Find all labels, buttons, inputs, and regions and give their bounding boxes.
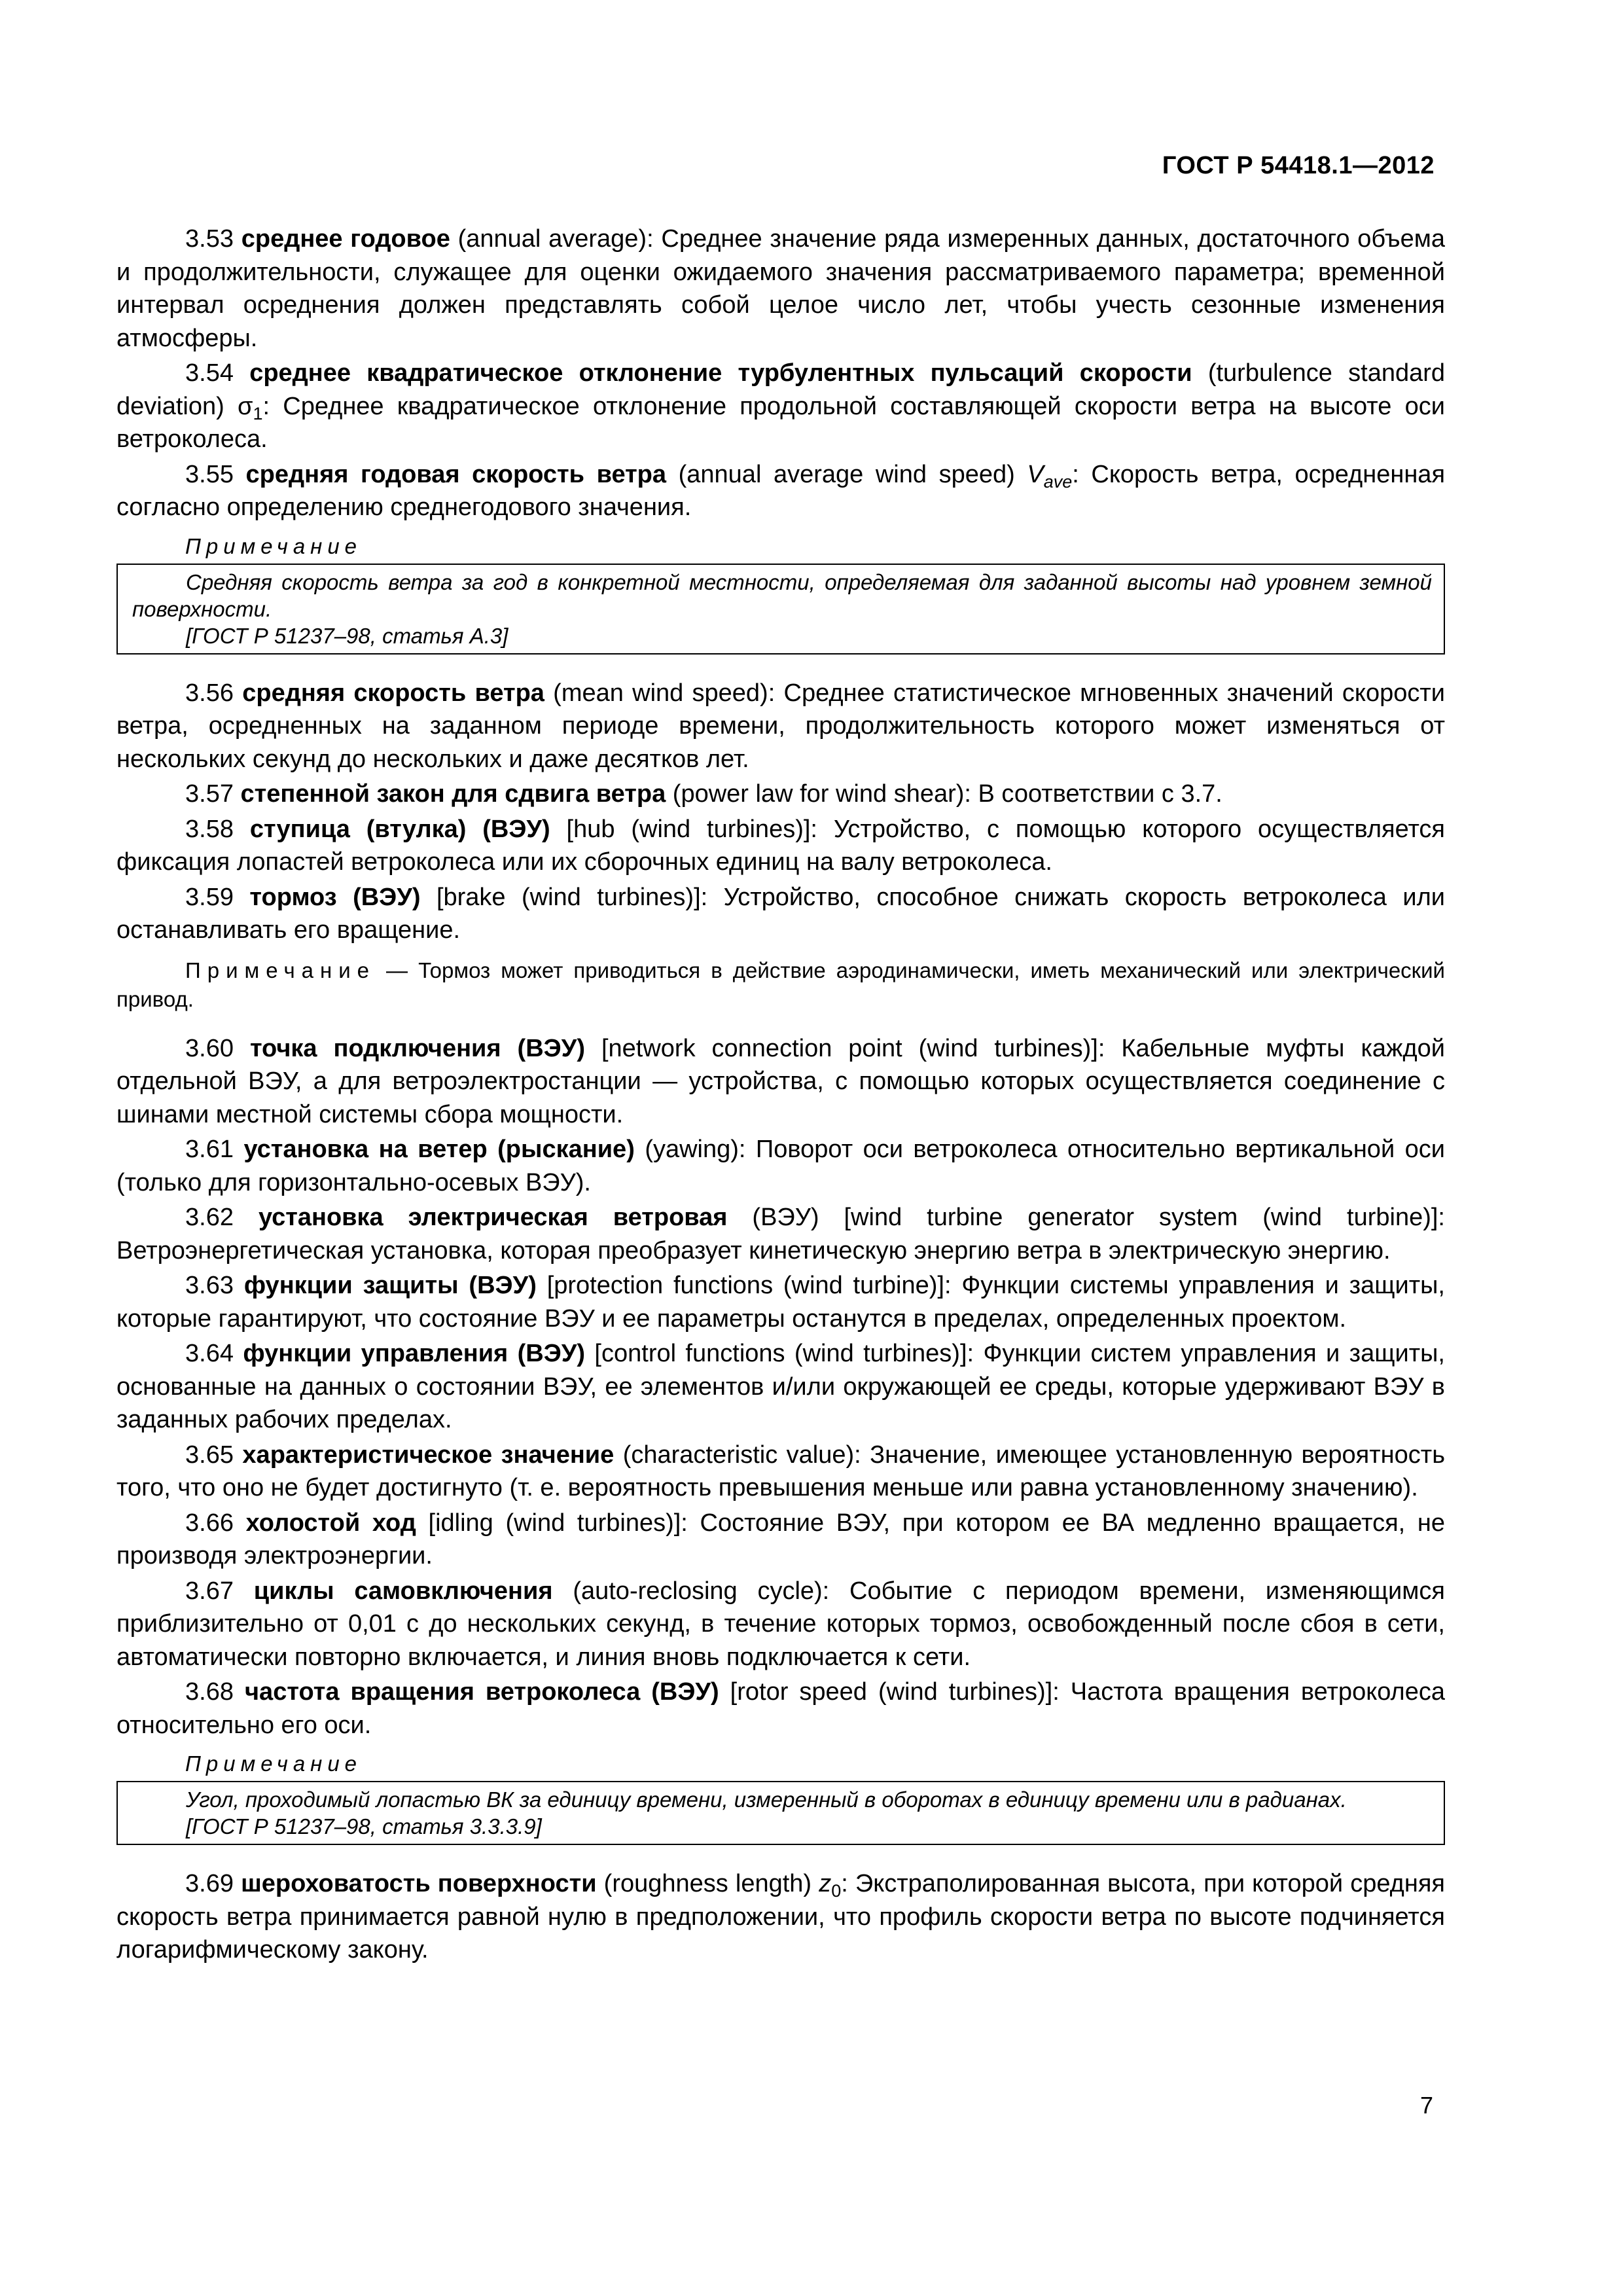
note-box-3-55 bbox=[116, 564, 1445, 655]
entry-term: степенной закон для сдвига ветра bbox=[240, 780, 666, 808]
entry-term: установка на ветер (рыскание) bbox=[243, 1136, 635, 1163]
entry-3-65 bbox=[116, 1439, 1445, 1505]
entry-term: холостой ход bbox=[245, 1509, 416, 1537]
entry-symbol: V bbox=[1027, 460, 1044, 488]
entry-number: 3.63 bbox=[185, 1272, 234, 1299]
entry-definition: [network connection point (wind turbines)]: Кабельные муфты каждой отдельной ВЭУ, а для ветроэлектростанции — устройства, с помощью которых осуществляется соединение с шинами местной системы сбора мощности. bbox=[116, 1034, 1445, 1128]
entry-definition: (characteristic value): Значение, имеющее установленную вероятность того, что оно не будет достигнуто (т. е. вероятность превышения меньше или равна установленному значению). bbox=[116, 1441, 1445, 1501]
entry-definition-part: : Скорость ветра, осредненная согласно определению среднегодового значения. bbox=[116, 460, 1446, 521]
entry-definition-part: (roughness length) bbox=[596, 1870, 819, 1897]
entry-symbol-subscript: 1 bbox=[253, 403, 263, 423]
page-number: 7 bbox=[1419, 2092, 1433, 2119]
entry-3-56 bbox=[116, 677, 1445, 776]
entry-definition: (annual average): Среднее значение ряда измеренных данных, достаточного объема и продолжительности, служащее для оценки ожидаемого значения рассматриваемого параметра; временной интервал осреднения должен представлять собой целое число лет, чтобы учесть сезонные изменения атмосферы. bbox=[116, 225, 1445, 352]
entry-term: функции защиты (ВЭУ) bbox=[243, 1272, 537, 1299]
entry-term: функции управления (ВЭУ) bbox=[243, 1340, 586, 1367]
entry-number: 3.68 bbox=[185, 1678, 234, 1706]
note-box-3-68 bbox=[116, 1781, 1445, 1845]
entry-number: 3.53 bbox=[185, 225, 234, 253]
note-text: Угол, проходимый лопастью ВК за единицу времени, измеренный в оборотах в единицу времени или в радианах. bbox=[186, 1787, 1347, 1812]
entry-symbol-subscript: 0 bbox=[831, 1881, 842, 1901]
entry-3-69 bbox=[116, 1867, 1445, 1967]
entry-term: ступица (втулка) (ВЭУ) bbox=[249, 815, 550, 843]
entry-definition-part: : Экстраполированная высота, при которой средняя скорость ветра принимается равной нулю в предположении, что профиль скорости ветра по высоте подчиняется логарифмическому закону. bbox=[116, 1870, 1445, 1964]
entry-definition: [rotor speed (wind turbines)]: Частота вращения ветроколеса относительно его оси. bbox=[116, 1678, 1445, 1739]
entry-number: 3.67 bbox=[185, 1577, 234, 1605]
entry-definition: [hub (wind turbines)]: Устройство, с помощью которого осуществляется фиксация лопастей ветроколеса или их сборочных единиц на валу ветроколеса. bbox=[116, 815, 1445, 876]
entry-number: 3.64 bbox=[185, 1340, 234, 1367]
entry-3-61 bbox=[116, 1133, 1445, 1199]
note-label: Примечание bbox=[185, 958, 376, 982]
entry-number: 3.65 bbox=[185, 1441, 234, 1469]
entry-3-63 bbox=[116, 1269, 1445, 1335]
entry-term: средняя годовая скорость ветра bbox=[245, 460, 667, 488]
entry-term: шероховатость поверхности bbox=[241, 1870, 597, 1897]
entry-term: тормоз (ВЭУ) bbox=[249, 883, 421, 911]
entry-number: 3.69 bbox=[185, 1870, 234, 1897]
note-text: Средняя скорость ветра за год в конкретной местности, определяемая для заданной высоты над уровнем земной поверхности. bbox=[132, 569, 1432, 621]
entry-number: 3.57 bbox=[185, 780, 234, 808]
entry-definition-part: (annual average wind speed) bbox=[666, 460, 1027, 488]
entry-number: 3.56 bbox=[185, 679, 234, 707]
entry-term: точка подключения (ВЭУ) bbox=[249, 1034, 585, 1062]
entry-definition: (power law for wind shear): В соответствии с 3.7. bbox=[666, 780, 1222, 808]
document-code-header: ГОСТ Р 54418.1—2012 bbox=[1162, 152, 1435, 179]
entry-3-58 bbox=[116, 813, 1445, 879]
entry-3-67 bbox=[116, 1575, 1445, 1674]
entry-3-54 bbox=[116, 357, 1445, 456]
entry-definition: [idling (wind turbines)]: Состояние ВЭУ, при котором ее ВА медленно вращается, не производя электроэнергии. bbox=[116, 1509, 1445, 1570]
entry-number: 3.58 bbox=[185, 815, 234, 843]
entry-term: частота вращения ветроколеса (ВЭУ) bbox=[245, 1678, 719, 1706]
entry-definition: (ВЭУ) [wind turbine generator system (wind turbine)]: Ветроэнергетическая установка, которая преобразует кинетическую энергию ветра в электрическую энергию. bbox=[116, 1204, 1445, 1265]
entry-symbol-subscript: ave bbox=[1043, 471, 1073, 492]
entry-number: 3.66 bbox=[185, 1509, 234, 1537]
entry-symbol: z bbox=[819, 1870, 832, 1897]
entry-3-57 bbox=[116, 778, 1445, 811]
entry-term: средняя скорость ветра bbox=[242, 679, 544, 707]
note-3-59 bbox=[116, 956, 1445, 1014]
entry-number: 3.60 bbox=[185, 1034, 234, 1062]
entry-3-68 bbox=[116, 1676, 1445, 1742]
entry-3-64 bbox=[116, 1337, 1445, 1437]
entry-term: среднее годовое bbox=[241, 225, 450, 253]
entry-term: циклы самовключения bbox=[253, 1577, 553, 1605]
entry-number: 3.59 bbox=[185, 883, 234, 911]
entry-number: 3.61 bbox=[185, 1136, 234, 1163]
entry-term: характеристическое значение bbox=[242, 1441, 615, 1469]
entry-number: 3.54 bbox=[185, 359, 234, 387]
entry-3-62 bbox=[116, 1201, 1445, 1267]
entry-definition: [protection functions (wind turbine)]: Функции системы управления и защиты, которые гарантируют, что состояние ВЭУ и ее параметры останутся в пределах, определенных проектом. bbox=[116, 1272, 1445, 1333]
note-label: Примечание bbox=[185, 533, 363, 558]
entry-3-60 bbox=[116, 1032, 1445, 1132]
entry-3-59 bbox=[116, 881, 1445, 947]
note-source: [ГОСТ Р 51237–98, статья А.3] bbox=[186, 623, 508, 648]
entry-definition: [brake (wind turbines)]: Устройство, способное снижать скорость ветроколеса или останавливать его вращение. bbox=[116, 883, 1445, 944]
entry-term: установка электрическая ветровая bbox=[258, 1204, 728, 1231]
note-label: Примечание bbox=[185, 1751, 363, 1776]
entry-symbol: σ bbox=[238, 392, 253, 420]
document-body bbox=[116, 223, 1445, 1969]
entry-definition: (mean wind speed): Среднее статистическое мгновенных значений скорости ветра, осредненных на заданном периоде времени, продолжительность которого может изменяться от нескольких секунд до нескольких и даже десятков лет. bbox=[116, 679, 1445, 773]
entry-definition: [control functions (wind turbines)]: Функции систем управления и защиты, основанные на данных о состоянии ВЭУ, ее элементов и/или окружающей ее среды, которые удерживают ВЭУ в заданных рабочих пределах. bbox=[116, 1340, 1445, 1433]
note-source: [ГОСТ Р 51237–98, статья 3.3.3.9] bbox=[186, 1814, 542, 1839]
note-text: — Тормоз может приводиться в действие аэродинамически, иметь механический или электрический привод. bbox=[116, 958, 1445, 1011]
entry-definition: (auto-reclosing cycle): Событие с периодом времени, изменяющимся приблизительно от 0,01 с до нескольких секунд, в течение которых тормоз, освобожденный после сбоя в сети, автоматически повторно включается, и линия вновь подключается к сети. bbox=[116, 1577, 1445, 1671]
entry-3-55 bbox=[116, 458, 1445, 524]
entry-number: 3.55 bbox=[185, 460, 234, 488]
entry-definition-part: (turbulence standard deviation) bbox=[116, 359, 1446, 420]
entry-3-53 bbox=[116, 223, 1445, 355]
entry-number: 3.62 bbox=[185, 1204, 234, 1231]
entry-definition-part: : Среднее квадратическое отклонение продольной составляющей скорости ветра на высоте оси ветроколеса. bbox=[116, 392, 1445, 453]
entry-definition: (yawing): Поворот оси ветроколеса относительно вертикальной оси (только для горизонтально-осевых ВЭУ). bbox=[116, 1136, 1445, 1196]
entry-3-66 bbox=[116, 1507, 1445, 1573]
entry-term: среднее квадратическое отклонение турбулентных пульсаций скорости bbox=[249, 359, 1192, 387]
